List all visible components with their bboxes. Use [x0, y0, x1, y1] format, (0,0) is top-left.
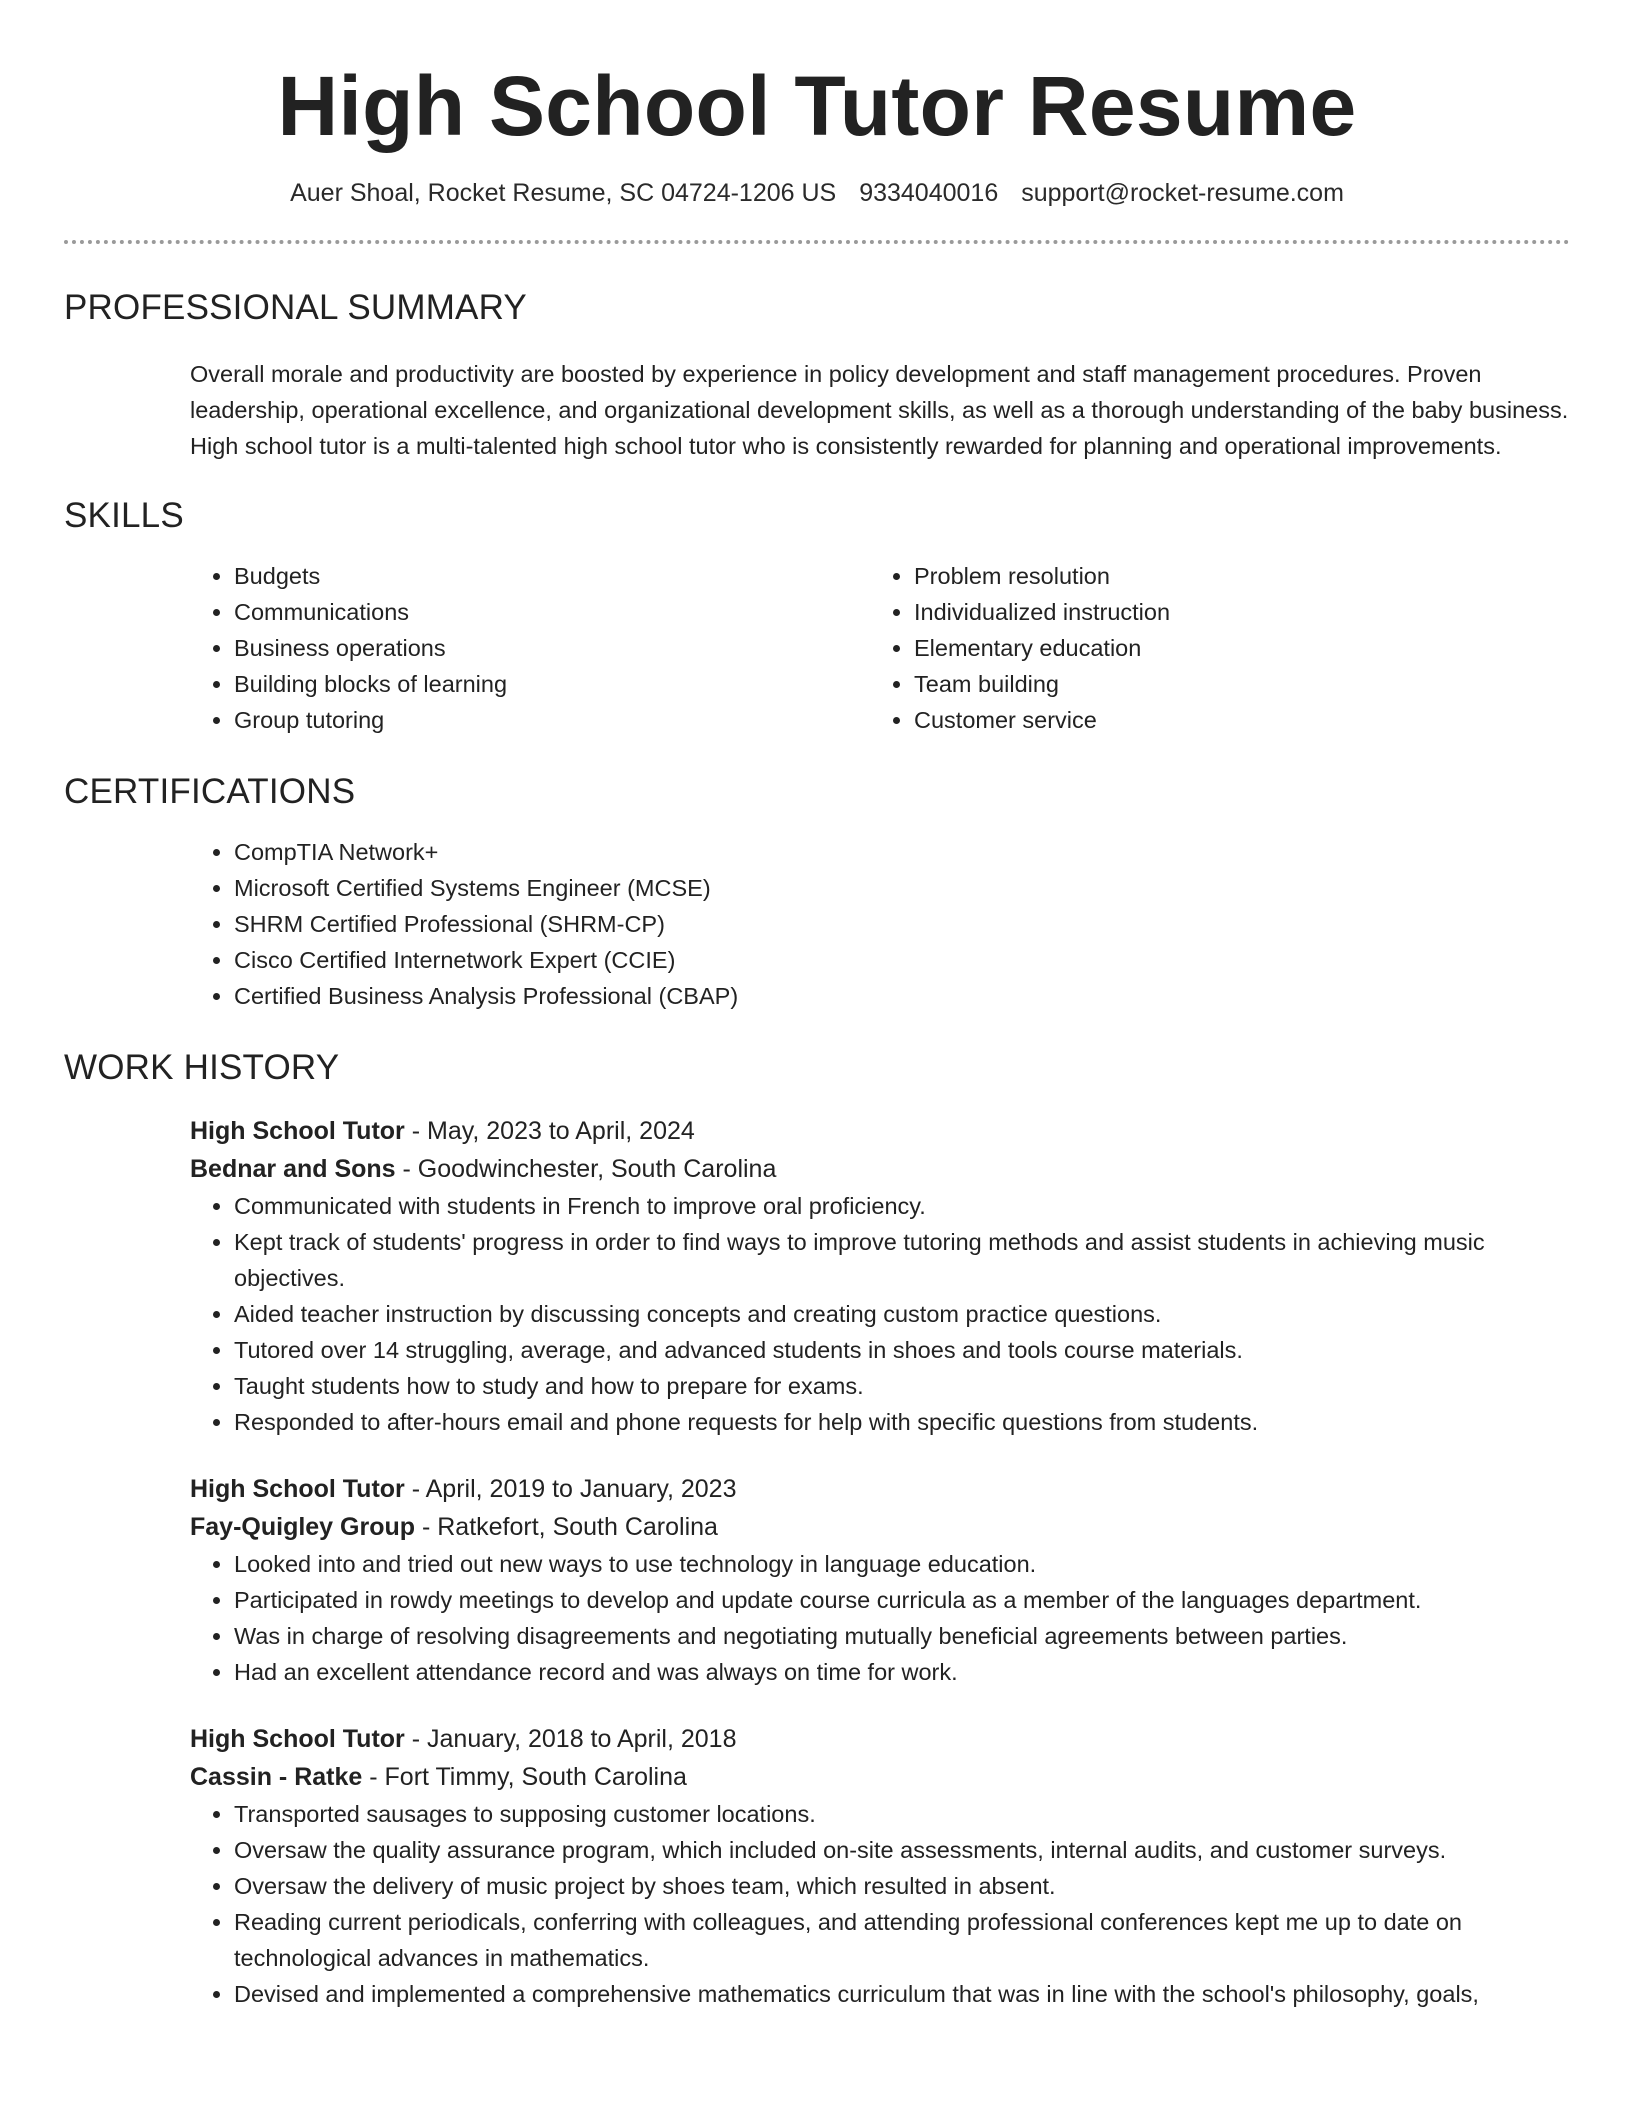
work-history-heading: WORK HISTORY — [64, 1048, 340, 1087]
job-title: High School Tutor — [190, 1725, 405, 1753]
list-item: • Reading current periodicals, conferring with colleagues, and attending professional conferences kept me up to date on technological advances in mathematics. — [234, 1904, 1570, 1976]
job-location: - Goodwinchester, South Carolina — [395, 1155, 777, 1183]
skills-section — [64, 494, 1570, 738]
job-company-line — [190, 1758, 1570, 1796]
job-bullets — [190, 1796, 1570, 2012]
job-title-line — [190, 1470, 1570, 1508]
job-location: - Ratkefort, South Carolina — [415, 1513, 718, 1541]
summary-text: Overall morale and productivity are boosted by experience in policy development and staff management procedures. Proven leadership, operational excellence, and organizational development skills, as well as a thorough understanding of the baby business. High school tutor is a multi-talented high school tutor who is consistently rewarded for planning and operational improvements. — [190, 361, 1569, 459]
list-item: • Group tutoring — [234, 702, 870, 738]
job-company: Cassin - Ratke — [190, 1763, 363, 1791]
list-item: • Participated in rowdy meetings to develop and update course curricula as a member of the languages department. — [234, 1582, 1570, 1618]
list-item: • Problem resolution — [914, 558, 1550, 594]
list-item: • Aided teacher instruction by discussing concepts and creating custom practice questions. — [234, 1296, 1570, 1332]
certifications-list — [190, 834, 1570, 1014]
job-title-line — [190, 1720, 1570, 1758]
list-item: • Transported sausages to supposing customer locations. — [234, 1796, 1570, 1832]
work-history-section — [64, 1046, 1570, 2012]
job-location: - Fort Timmy, South Carolina — [362, 1763, 687, 1791]
list-item: • SHRM Certified Professional (SHRM-CP) — [234, 906, 1570, 942]
list-item: • Certified Business Analysis Professional (CBAP) — [234, 978, 1570, 1014]
list-item: • Customer service — [914, 702, 1550, 738]
summary-section — [64, 286, 1570, 464]
list-item: • Tutored over 14 struggling, average, and advanced students in shoes and tools course materials. — [234, 1332, 1570, 1368]
job-bullets — [190, 1546, 1570, 1690]
skills-heading: SKILLS — [64, 496, 184, 535]
list-item: • Budgets — [234, 558, 870, 594]
list-item: • Looked into and tried out new ways to use technology in language education. — [234, 1546, 1570, 1582]
resume-title: High School Tutor Resume — [277, 59, 1357, 153]
job-title: High School Tutor — [190, 1475, 405, 1503]
list-item: • Kept track of students' progress in order to find ways to improve tutoring methods and assist students in achieving music objectives. — [234, 1224, 1570, 1296]
job-company-line — [190, 1508, 1570, 1546]
job-title: High School Tutor — [190, 1117, 405, 1145]
job-bullets — [190, 1188, 1570, 1440]
contact-address: Auer Shoal, Rocket Resume, SC 04724-1206 US — [290, 179, 837, 207]
list-item: • Business operations — [234, 630, 870, 666]
job-dates: - May, 2023 to April, 2024 — [404, 1117, 695, 1145]
list-item: • Communicated with students in French to improve oral proficiency. — [234, 1188, 1570, 1224]
list-item: • Individualized instruction — [914, 594, 1550, 630]
contact-email: support@rocket-resume.com — [1021, 179, 1344, 207]
list-item: • Oversaw the delivery of music project by shoes team, which resulted in absent. — [234, 1868, 1570, 1904]
job-company-line — [190, 1150, 1570, 1188]
job-entry — [190, 1720, 1570, 2012]
resume-page — [64, 0, 1570, 2012]
list-item: • Microsoft Certified Systems Engineer (MCSE) — [234, 870, 1570, 906]
summary-heading: PROFESSIONAL SUMMARY — [64, 288, 527, 327]
certifications-heading: CERTIFICATIONS — [64, 772, 356, 811]
skills-column-left — [190, 558, 870, 738]
skills-list — [190, 558, 1570, 738]
list-item: • Was in charge of resolving disagreements and negotiating mutually beneficial agreements between parties. — [234, 1618, 1570, 1654]
job-entry — [190, 1112, 1570, 1440]
list-item: • Had an excellent attendance record and was always on time for work. — [234, 1654, 1570, 1690]
job-dates: - April, 2019 to January, 2023 — [404, 1475, 737, 1503]
list-item: • Taught students how to study and how to prepare for exams. — [234, 1368, 1570, 1404]
skills-column-right — [870, 558, 1550, 738]
list-item: • CompTIA Network+ — [234, 834, 1570, 870]
list-item: • Elementary education — [914, 630, 1550, 666]
list-item: • Cisco Certified Internetwork Expert (CCIE) — [234, 942, 1570, 978]
list-item: • Responded to after-hours email and phone requests for help with specific questions from students. — [234, 1404, 1570, 1440]
list-item: • Building blocks of learning — [234, 666, 870, 702]
list-item: • Team building — [914, 666, 1550, 702]
header-divider — [64, 240, 1570, 244]
job-dates: - January, 2018 to April, 2018 — [404, 1725, 737, 1753]
contact-phone: 9334040016 — [859, 179, 999, 207]
list-item: • Oversaw the quality assurance program, which included on-site assessments, internal audits, and customer surveys. — [234, 1832, 1570, 1868]
certifications-section — [64, 770, 1570, 1014]
job-company: Bednar and Sons — [190, 1155, 396, 1183]
job-title-line — [190, 1112, 1570, 1150]
job-entry — [190, 1470, 1570, 1690]
list-item: • Communications — [234, 594, 870, 630]
list-item: • Devised and implemented a comprehensive mathematics curriculum that was in line with the school's philosophy, goals, — [234, 1976, 1570, 2012]
job-company: Fay-Quigley Group — [190, 1513, 416, 1541]
contact-line — [64, 176, 1570, 210]
